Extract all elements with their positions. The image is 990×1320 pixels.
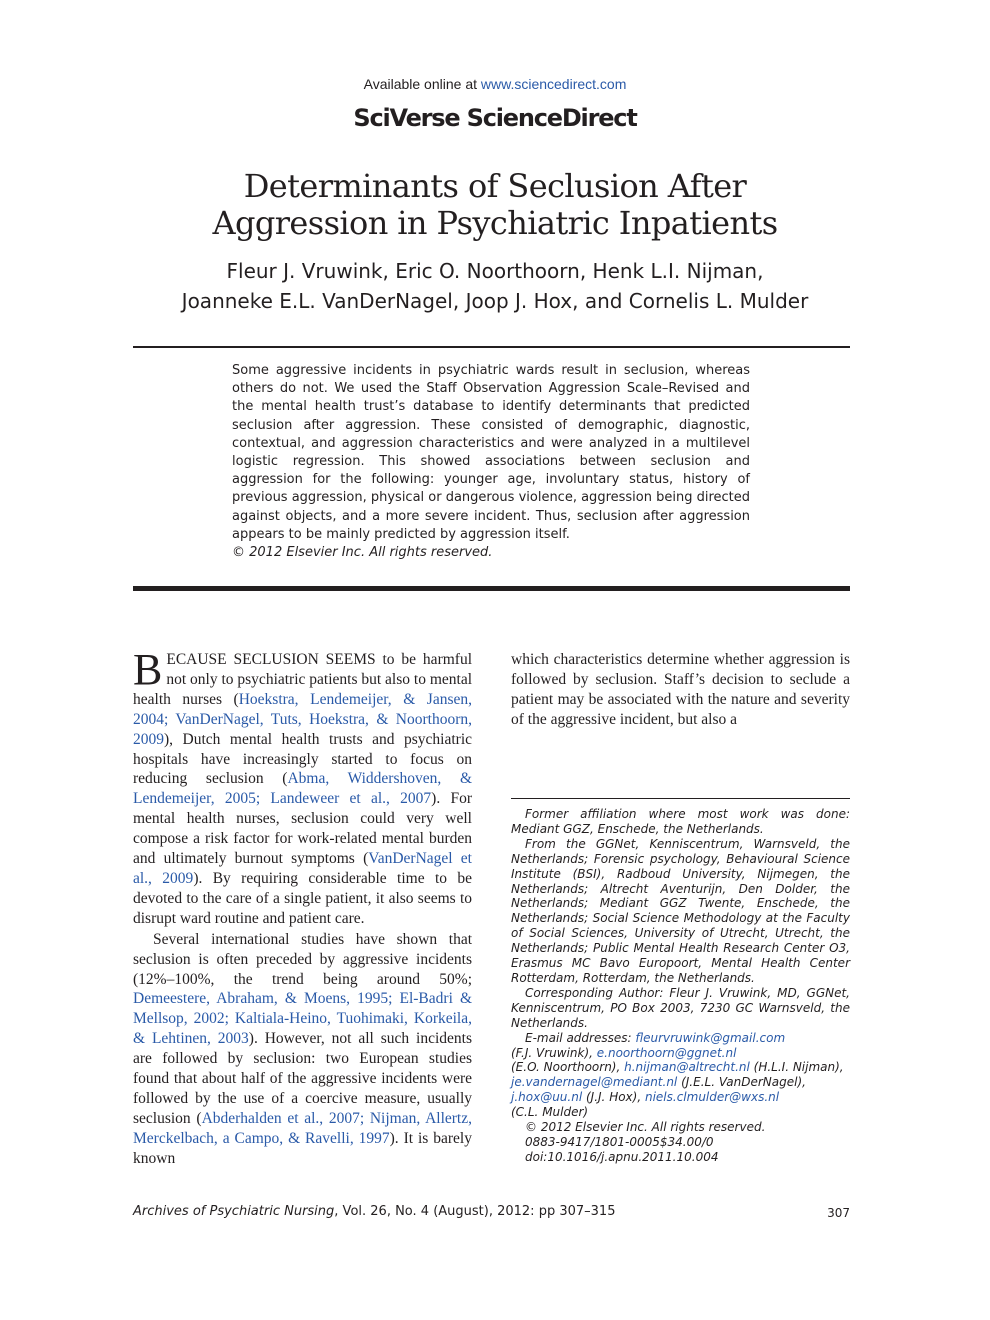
footnotes bbox=[511, 807, 850, 1165]
citation-link[interactable]: Demeestere, Abraham, & Moens, 1995; El-Badri & Mellsop, 2002; Kaltiala-Heino, Tuohimaki, Korkeila, & Lehtinen, 2003 bbox=[133, 990, 472, 1048]
journal-volume: , Vol. 26, No. 4 (August), 2012: pp 307–315 bbox=[334, 1204, 616, 1219]
body-text: ). It is barely known bbox=[133, 1129, 472, 1167]
email-owner: (F.J. Vruwink), bbox=[511, 1045, 597, 1060]
email-owner: (H.L.I. Nijman), bbox=[749, 1060, 844, 1075]
title-line-1: Determinants of Seclusion After bbox=[243, 167, 747, 205]
email-link[interactable]: e.noorthoorn@ggnet.nl bbox=[596, 1045, 737, 1060]
footnote-doi: doi:10.1016/j.apnu.2011.10.004 bbox=[525, 1149, 719, 1164]
sciencedirect-link[interactable]: www.sciencedirect.com bbox=[480, 76, 627, 92]
email-link[interactable]: h.nijman@altrecht.nl bbox=[624, 1060, 750, 1075]
availability-prefix: Available online at bbox=[363, 76, 481, 92]
citation-link[interactable]: Abma, Widdershoven, & Lendemeijer, 2005; Landeweer et al., 2007 bbox=[133, 770, 472, 808]
body-paragraph-1 bbox=[133, 645, 473, 929]
body-right-column bbox=[511, 650, 850, 730]
body-text: ). For mental health nurses, seclusion could very well compose a risk factor for work-related mental burden and ultimately burnout symptoms ( bbox=[133, 790, 473, 868]
authors-line-1: Fleur J. Vruwink, Eric O. Noorthoorn, Henk L.I. Nijman, bbox=[226, 259, 764, 283]
email-owner: (C.L. Mulder) bbox=[511, 1105, 589, 1120]
email-link[interactable]: niels.clmulder@wxs.nl bbox=[644, 1090, 780, 1105]
email-owner: (J.E.L. VanDerNagel), bbox=[677, 1075, 806, 1090]
page-number: 307 bbox=[827, 1206, 850, 1220]
email-link[interactable]: je.vandernagel@mediant.nl bbox=[511, 1075, 678, 1090]
footnote-former-affiliation: Former affiliation where most work was done: Mediant GGZ, Enschede, the Netherlands. bbox=[511, 807, 850, 836]
abstract-bottom-rule bbox=[133, 586, 850, 591]
body-paragraph-3: which characteristics determine whether aggression is followed by seclusion. Staff’s decision to seclude a patient may be associated with the nature and severity of the aggressive incident, but also a bbox=[511, 651, 850, 728]
abstract-text: Some aggressive incidents in psychiatric wards result in seclusion, whereas others do not. We used the Staff Observation Aggression Scale–Revised and the mental health trust’s database to identify determinants that predicted seclusion after aggression. These consisted of demographic, diagnostic, contextual, and aggression characteristics and were analyzed in a multilevel logistic regression. This showed associations between seclusion and aggression for the following: younger age, involuntary status, history of previous aggression, physical or dangerous violence, aggression being directed against objects, and a more severe incident. Thus, seclusion after aggression appears to be mainly predicted by aggression itself. bbox=[232, 363, 751, 542]
citation-link[interactable]: VanDerNagel et al., 2009 bbox=[133, 850, 472, 887]
email-link[interactable]: fleurvruwink@gmail.com bbox=[635, 1030, 786, 1045]
footnote-affiliations: From the GGNet, Kenniscentrum, Warnsveld, the Netherlands; Forensic psychology, Behavioural Science Institute (BSI), Radboud University, Nijmegen, the Netherlands; Altrecht Aventurijn, Den Dolder, the Netherlands; Mediant GGZ Twente, Enschede, the Netherlands; Social Science Methodology at the Faculty of Social Sciences, University of Utrecht, Utrecht, the Netherlands; Public Mental Health Research Center O3, Erasmus MC Bavo Europoort, Mental Health Center Rotterdam, Rotterdam, the Netherlands. bbox=[511, 836, 850, 985]
email-owner: (E.O. Noorthoorn), bbox=[511, 1060, 625, 1075]
author-list bbox=[0, 256, 990, 316]
body-text: ). However, not all such incidents are followed by seclusion: two European studies found that about half of the aggressive incidents were followed by the use of a coercive measure, usually seclusion ( bbox=[133, 1030, 472, 1127]
publisher-brand: SciVerse ScienceDirect bbox=[353, 104, 637, 132]
email-link[interactable]: j.hox@uu.nl bbox=[511, 1090, 583, 1105]
email-label: E-mail addresses: bbox=[525, 1030, 636, 1045]
email-owner: (J.J. Hox), bbox=[582, 1090, 645, 1105]
journal-name: Archives of Psychiatric Nursing bbox=[133, 1204, 335, 1219]
abstract bbox=[232, 362, 750, 562]
body-text: ). By requiring considerable time to be devoted to the care of a single patient, it also seems to disrupt ward routine and patient care. bbox=[133, 869, 472, 927]
abstract-copyright: © 2012 Elsevier Inc. All rights reserved. bbox=[232, 545, 493, 561]
footnote-rule bbox=[511, 798, 850, 799]
citation-link[interactable]: Abderhalden et al., 2007; Nijman, Allertz, Merckelbach, a Campo, & Ravelli, 1997 bbox=[133, 1109, 472, 1147]
authors-line-2: Joanneke E.L. VanDerNagel, Joop J. Hox, and Cornelis L. Mulder bbox=[181, 289, 809, 313]
body-text: Several international studies have shown that seclusion is often preceded by aggressive incidents (12%–100%, the trend being around 50%; bbox=[133, 930, 472, 988]
footnote-emails bbox=[511, 1031, 850, 1120]
drop-cap: B bbox=[133, 645, 163, 694]
availability-line bbox=[0, 76, 990, 92]
footnote-corresponding-author: Corresponding Author: Fleur J. Vruwink, MD, GGNet, Kenniscentrum, PO Box 2003, 7230 GC Warnsveld, the Netherlands. bbox=[511, 985, 850, 1030]
body-paragraph-2 bbox=[133, 930, 472, 1169]
body-text: ECAUSE SECLUSION SEEMS to be harmful not only to psychiatric patients but also to mental health nurses ( bbox=[133, 651, 472, 708]
footnote-issn: 0883-9417/1801-0005$34.00/0 bbox=[525, 1134, 714, 1149]
title-line-2: Aggression in Psychiatric Inpatients bbox=[212, 204, 778, 242]
body-text: ), Dutch mental health trusts and psychiatric hospitals have increasingly started to focus on reducing seclusion ( bbox=[133, 730, 472, 788]
abstract-top-rule bbox=[133, 346, 850, 348]
journal-citation bbox=[133, 1204, 615, 1219]
body-left-column bbox=[133, 645, 473, 1169]
footnote-copyright: © 2012 Elsevier Inc. All rights reserved. bbox=[525, 1120, 766, 1135]
article-title bbox=[0, 168, 990, 242]
citation-link[interactable]: Hoekstra, Lendemeijer, & Jansen, 2004; VanDerNagel, Tuts, Hoekstra, & Noorthoorn, 2009 bbox=[133, 690, 473, 748]
